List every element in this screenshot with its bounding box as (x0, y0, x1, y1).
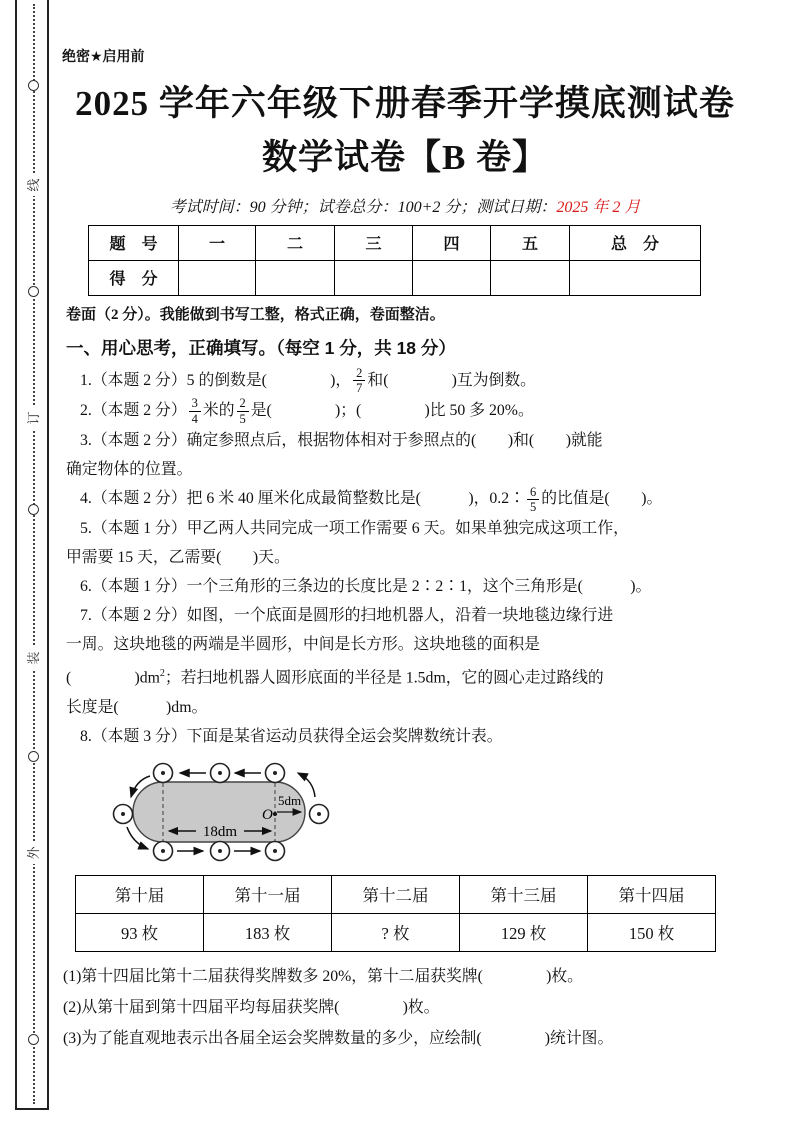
seal-char: 外 (23, 842, 45, 864)
seal-char: 装 (23, 647, 45, 669)
seal-circle (28, 286, 39, 297)
question-text: 确定物体的位置。 (66, 461, 193, 478)
score-cell (570, 260, 701, 295)
seal-circle (28, 80, 39, 91)
question-text: 7.（本题 2 分）如图，一个底面是圆形的扫地机器人，沿着一块地毯边缘行进 (80, 607, 614, 625)
question (66, 396, 755, 426)
fraction (353, 366, 365, 396)
seal-circle (28, 504, 39, 515)
question-text: 8.（本题 3 分）下面是某省运动员获得全运会奖牌数统计表。 (80, 727, 503, 745)
fraction-denominator: 5 (529, 499, 537, 514)
score-table-column-header: 三 (335, 225, 413, 260)
medal-count-cell: 150 枚 (588, 913, 716, 951)
question-text: 甲需要 15 天，乙需要( )天。 (66, 549, 290, 567)
question (66, 366, 755, 396)
seal-circle (28, 751, 39, 762)
question (66, 426, 755, 484)
question-text: 长度是( )dm。 (66, 698, 208, 716)
seal-circle (28, 1034, 39, 1045)
score-cell (413, 260, 491, 295)
seal-strip (15, 0, 49, 1110)
main-content (55, 0, 755, 1054)
medal-table (75, 875, 716, 952)
question (66, 484, 755, 514)
paper-title-line2: 数学试卷【B 卷】 (261, 138, 549, 178)
medal-count-cell: 183 枚 (204, 913, 332, 951)
neatness-note: 卷面（2 分）。我能做到书写工整，格式正确，卷面整洁。 (66, 306, 445, 323)
question-text: 2.（本题 2 分） (80, 401, 187, 419)
question-line (66, 426, 755, 455)
question-continuation-line (66, 659, 755, 692)
fraction-numerator: 2 (237, 396, 249, 411)
fraction (527, 485, 539, 515)
question-line (66, 484, 755, 514)
question (66, 722, 755, 751)
question-text: 5.（本题 1 分）甲乙两人共同完成一项工作需要 6 天。如果单独完成这项工作， (80, 520, 629, 538)
subquestion-line: (3)为了能直观地表示出各届全运会奖牌数量的多少，应绘制( )统计图。 (63, 1029, 614, 1047)
medal-count-cell: ? 枚 (332, 913, 460, 951)
medal-count-cell: 93 枚 (76, 913, 204, 951)
fraction (189, 396, 201, 426)
fraction-numerator: 6 (527, 485, 539, 500)
score-table-column-header: 五 (491, 225, 570, 260)
paper-title-line1: 2025 学年六年级下册春季开学摸底测试卷 (75, 84, 735, 123)
carpet-figure (100, 754, 342, 866)
score-table-column-header: 二 (256, 225, 335, 260)
question-text: 米的 (202, 401, 235, 419)
question-line (66, 722, 755, 751)
question-text: ；若扫地机器人圆形底面的半径是 1.5dm，它的圆心走过路线的 (164, 669, 604, 687)
length-label: 18dm (202, 823, 238, 840)
medal-session-header: 第十三届 (460, 875, 588, 913)
fraction-denominator: 5 (239, 411, 246, 426)
question-continuation-line (66, 543, 755, 572)
question-line (66, 396, 755, 426)
question-continuation-line (66, 455, 755, 484)
exam-info-text: 考试时间：90 分钟；试卷总分：100+2 分；测试日期： (169, 198, 557, 216)
question-continuation-line (66, 630, 755, 659)
question-text: 1.（本题 2 分）5 的倒数是( )， (80, 371, 352, 389)
fraction (237, 396, 249, 426)
score-cell (256, 260, 335, 295)
question-text: 3.（本题 2 分）确定参照点后，根据物体相对于参照点的( )和( )就能 (80, 432, 603, 449)
seal-char: 线 (23, 174, 45, 196)
score-row-label: 得 分 (89, 260, 179, 295)
question-text: 6.（本题 1 分）一个三角形的三条边的长度比是 2∶2∶1，这个三角形是( )。 (80, 578, 652, 596)
question-text: 一周。这块地毯的两端是半圆形，中间是长方形。这块地毯的面积是 (66, 636, 540, 654)
exam-info-line (55, 194, 755, 217)
fraction-numerator: 2 (353, 366, 365, 381)
question-line (66, 572, 755, 601)
question-line (66, 366, 755, 396)
confidential-label: 绝密★启用前 (62, 48, 145, 64)
score-table-corner: 题 号 (89, 225, 179, 260)
superscript: 2 (159, 668, 165, 680)
subquestion-line: (2)从第十届到第十四届平均每届获奖牌( )枚。 (63, 998, 440, 1016)
questions (66, 366, 755, 751)
medal-value-row (76, 913, 716, 951)
medal-header-row (76, 875, 716, 913)
score-cell (491, 260, 570, 295)
question (66, 572, 755, 601)
seal-char: 订 (23, 407, 45, 429)
radius-label: 5dm (278, 792, 302, 808)
score-table-column-header: 四 (413, 225, 491, 260)
question-text: 的比值是( )。 (541, 490, 663, 507)
medal-session-header: 第十届 (76, 875, 204, 913)
score-table-column-header: 总 分 (570, 225, 701, 260)
fraction-denominator: 4 (191, 411, 198, 426)
fraction-denominator: 7 (356, 381, 363, 396)
score-table-header-row (89, 225, 701, 260)
center-label: O (262, 806, 273, 823)
score-cell (335, 260, 413, 295)
exam-date: 2025 年 2 月 (556, 198, 641, 216)
question-line (66, 514, 755, 543)
question-text: 是( )；( )比 50 多 20%。 (250, 401, 534, 419)
score-table (88, 225, 701, 296)
medal-count-cell: 129 枚 (460, 913, 588, 951)
medal-session-header: 第十二届 (332, 875, 460, 913)
score-cell (179, 260, 256, 295)
medal-session-header: 第十一届 (204, 875, 332, 913)
question-text: ( )dm (66, 669, 160, 687)
seal-dotted-line (33, 4, 35, 1104)
score-table-column-header: 一 (179, 225, 256, 260)
subquestions (63, 961, 755, 1054)
question-continuation-line (66, 693, 755, 722)
question (66, 601, 755, 721)
medal-session-header: 第十四届 (588, 875, 716, 913)
subquestion-line: (1)第十四届比第十二届获得奖牌数多 20%，第十二届获奖牌( )枚。 (63, 967, 583, 985)
fraction-numerator: 3 (189, 396, 201, 411)
section1-heading: 一、用心思考，正确填写。（每空 1 分，共 18 分） (66, 337, 456, 358)
score-row (89, 260, 701, 295)
question-text: 4.（本题 2 分）把 6 米 40 厘米化成最简整数比是( )，0.2∶ (80, 490, 525, 507)
question-text: 和( )互为倒数。 (367, 371, 536, 389)
center-point (273, 812, 277, 816)
question (66, 514, 755, 572)
question-line (66, 601, 755, 630)
